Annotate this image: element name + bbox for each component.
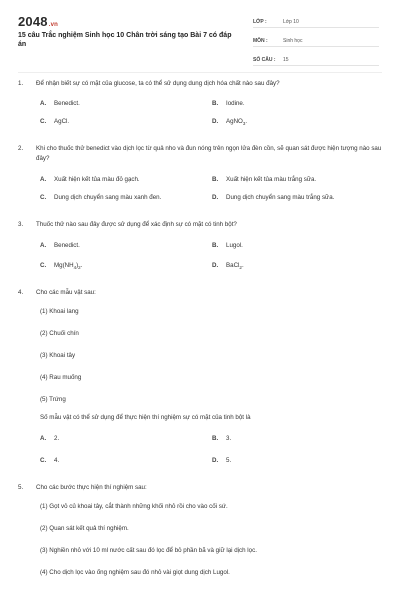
sample-list	[40, 307, 382, 404]
option-c[interactable]	[40, 193, 212, 202]
question-text: Khi cho thuốc thử benedict vào dịch lọc từ quả nho và đun nóng trên ngọn lửa đèn cồn, sẽ quan sát được hiện tượng nào sau đây?	[36, 145, 382, 162]
option-text: Benedict.	[54, 100, 80, 107]
option-label: D.	[212, 262, 219, 269]
list-item: (4) Rau muống	[40, 374, 82, 381]
option-text: Iodine.	[226, 100, 245, 107]
option-c[interactable]	[40, 261, 212, 270]
question-number: 3.	[18, 221, 24, 228]
list-item: (1) Gọt vỏ củ khoai tây, cắt thành những khối nhỏ rồi cho vào cối sứ.	[40, 503, 228, 510]
option-d[interactable]	[212, 193, 384, 202]
logo-suffix: .vn	[48, 22, 59, 28]
options	[40, 99, 382, 126]
options	[40, 175, 382, 202]
option-label: A.	[40, 435, 47, 442]
question-number: 2.	[18, 145, 24, 152]
meta-value: Sinh học	[283, 38, 303, 44]
option-text: 3.	[226, 435, 232, 442]
question	[18, 483, 382, 577]
option-d[interactable]	[212, 261, 384, 270]
question-list	[18, 78, 382, 590]
option-text: Dung dịch chuyển sang màu xanh đen.	[54, 194, 162, 201]
option-label: D.	[212, 118, 219, 125]
option-text: AgNO$_3$.	[226, 118, 248, 127]
page-header	[0, 0, 400, 66]
meta-value: 15	[283, 57, 289, 63]
meta-row-question-count	[253, 52, 379, 66]
meta-key: SỐ CÂU :	[253, 57, 276, 63]
option-text: Lugol.	[226, 242, 243, 249]
list-item: (2) Quan sát kết quả thí nghiệm.	[40, 525, 129, 532]
option-label: C.	[40, 118, 47, 125]
header-divider	[18, 72, 382, 73]
option-text: Xuất hiện kết tủa màu đỏ gạch.	[54, 176, 140, 183]
list-item: (1) Khoai lang	[40, 308, 79, 315]
question	[18, 79, 382, 126]
option-text: 2.	[54, 435, 60, 442]
question-prompt: Số mẫu vật có thể sử dụng để thực hiện thí nghiệm sự có mặt của tinh bột là	[40, 414, 251, 421]
option-text: Benedict.	[54, 242, 80, 249]
option-b[interactable]	[212, 175, 384, 184]
option-label: B.	[212, 100, 219, 107]
step-list	[40, 502, 382, 577]
option-a[interactable]	[40, 434, 212, 443]
site-logo[interactable]	[18, 14, 58, 29]
option-label: B.	[212, 242, 219, 249]
meta-key: MÔN :	[253, 38, 268, 44]
question-stem	[18, 79, 382, 89]
option-label: C.	[40, 262, 47, 269]
list-item: (4) Cho dịch lọc vào ống nghiệm sau đó nhỏ vài giọt dung dịch Lugol.	[40, 569, 230, 576]
list-item: (3) Khoai tây	[40, 352, 76, 359]
question-text: Thuốc thử nào sau đây được sử dụng để xác định sự có mặt có tinh bột?	[36, 221, 237, 228]
option-label: A.	[40, 100, 47, 107]
document-title: 15 câu Trắc nghiệm Sinh học 10 Chân trời sáng tạo Bài 7 có đáp án	[18, 32, 232, 48]
option-text: Xuất hiện kết tủa màu trắng sữa.	[226, 176, 317, 183]
meta-info	[253, 14, 379, 71]
question-text: Cho các mẫu vật sau:	[36, 289, 96, 296]
option-b[interactable]	[212, 99, 384, 108]
option-d[interactable]	[212, 117, 384, 126]
option-b[interactable]	[212, 434, 384, 443]
option-c[interactable]	[40, 456, 212, 465]
option-label: B.	[212, 435, 219, 442]
option-text: Dung dịch chuyển sang màu trắng sữa.	[226, 194, 335, 201]
question	[18, 144, 382, 202]
options	[40, 241, 382, 270]
question-stem	[18, 144, 382, 164]
option-text: AgCl.	[54, 118, 70, 125]
list-item: (5) Trứng	[40, 396, 66, 403]
option-label: D.	[212, 194, 219, 201]
question	[18, 288, 382, 465]
option-a[interactable]	[40, 175, 212, 184]
option-label: D.	[212, 457, 219, 464]
option-a[interactable]	[40, 99, 212, 108]
question-stem	[18, 483, 382, 493]
option-label: C.	[40, 194, 47, 201]
question-stem	[18, 288, 382, 298]
option-label: A.	[40, 242, 47, 249]
option-label: C.	[40, 457, 47, 464]
question-stem	[18, 220, 382, 230]
meta-row-subject	[253, 33, 379, 47]
option-c[interactable]	[40, 117, 212, 126]
meta-row-class	[253, 14, 379, 28]
list-item: (2) Chuối chín	[40, 330, 79, 337]
options	[40, 434, 382, 465]
logo-main: 2048	[18, 14, 48, 29]
option-text: 5.	[226, 457, 232, 464]
option-d[interactable]	[212, 456, 384, 465]
list-item: (3) Nghiền nhỏ với 10 ml nước cất sau đó lọc để bỏ phần bã và giữ lại dịch lọc.	[40, 547, 257, 554]
option-text: BaCl$_2$.	[226, 262, 244, 271]
meta-key: LỚP :	[253, 19, 267, 25]
option-label: B.	[212, 176, 219, 183]
option-label: A.	[40, 176, 47, 183]
question-text: Để nhận biết sự có mặt của glucose, ta có thể sử dụng dung dịch hóa chất nào sau đây?	[36, 80, 280, 87]
option-text: 4.	[54, 457, 60, 464]
question-number: 4.	[18, 289, 24, 296]
option-b[interactable]	[212, 241, 384, 250]
meta-value: Lớp 10	[283, 19, 299, 25]
question	[18, 220, 382, 270]
question-number: 1.	[18, 80, 24, 87]
option-a[interactable]	[40, 241, 212, 250]
option-text: $Mg(NH_4)_2$.	[54, 262, 83, 271]
question-number: 5.	[18, 484, 24, 491]
question-text: Cho các bước thực hiện thí nghiệm sau:	[36, 484, 147, 491]
